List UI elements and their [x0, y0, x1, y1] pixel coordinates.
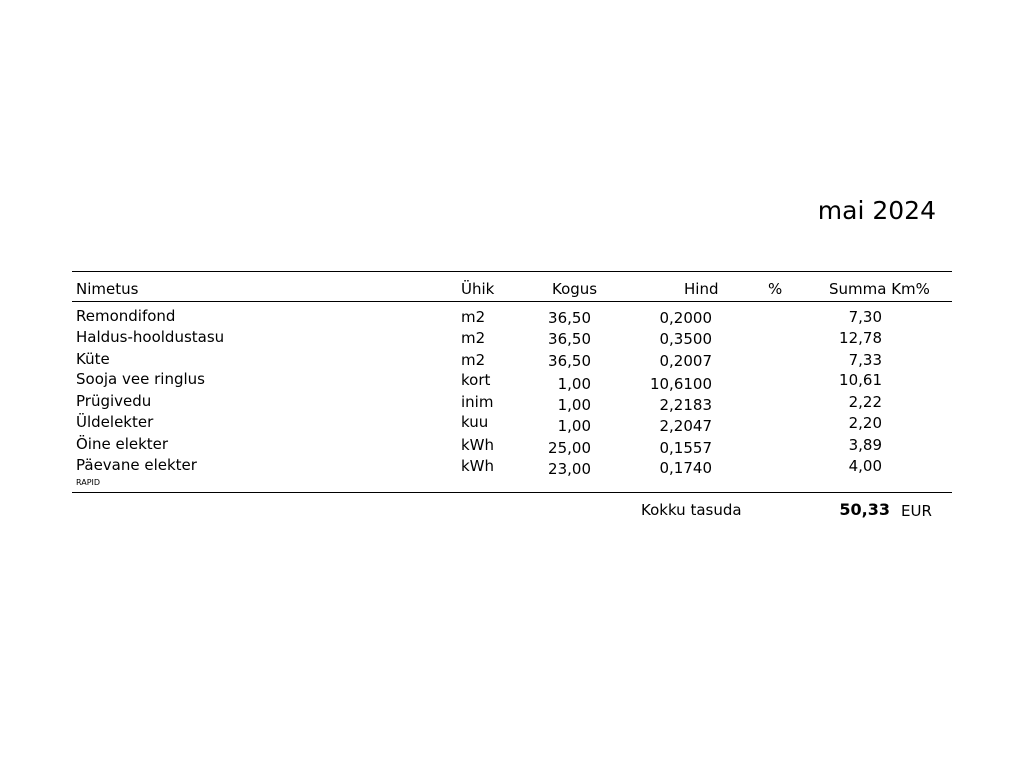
header-sum: Summa Km% — [829, 280, 930, 298]
row-name: Sooja vee ringlus — [76, 370, 205, 388]
row-quantity: 1,00 — [557, 375, 591, 393]
row-quantity: 36,50 — [548, 309, 591, 327]
header-quantity: Kogus — [552, 280, 598, 298]
row-sum: 2,20 — [848, 414, 882, 432]
row-unit: kWh — [461, 457, 495, 475]
row-sum: 4,00 — [848, 457, 882, 475]
row-sum: 3,89 — [848, 436, 882, 454]
row-name: Üldelekter — [76, 413, 154, 431]
header-percent: % — [768, 280, 783, 298]
total-label: Kokku tasuda — [641, 501, 742, 519]
row-name: Remondifond — [76, 307, 176, 325]
table-header-rule — [72, 301, 952, 302]
row-price: 2,2047 — [659, 417, 712, 435]
row-name: Päevane elekter — [76, 456, 197, 474]
row-name: Haldus-hooldustasu — [76, 328, 225, 346]
row-quantity: 1,00 — [557, 396, 591, 414]
row-unit: kort — [461, 371, 491, 389]
row-price: 0,2007 — [659, 352, 712, 370]
row-quantity: 36,50 — [548, 352, 591, 370]
table-top-rule — [72, 271, 952, 272]
row-unit: m2 — [461, 308, 486, 326]
header-unit: Ühik — [461, 280, 495, 298]
header-price: Hind — [684, 280, 719, 298]
row-sum: 7,30 — [848, 308, 882, 326]
total-currency: EUR — [901, 502, 932, 520]
row-unit: inim — [461, 393, 494, 411]
row-sum: 12,78 — [839, 329, 882, 347]
row-price: 0,1740 — [659, 459, 712, 477]
row-unit: kuu — [461, 413, 489, 431]
row-quantity: 1,00 — [557, 417, 591, 435]
row-name: Prügivedu — [76, 392, 152, 410]
total-value: 50,33 — [839, 500, 890, 519]
row-price: 0,2000 — [659, 309, 712, 327]
row-quantity: 25,00 — [548, 439, 591, 457]
row-price: 10,6100 — [649, 375, 712, 393]
row-sum: 7,33 — [848, 351, 882, 369]
row-unit: kWh — [461, 436, 495, 454]
table-bottom-rule — [72, 492, 952, 493]
row-price: 2,2183 — [659, 396, 712, 414]
row-unit: m2 — [461, 351, 486, 369]
row-sum: 10,61 — [839, 371, 882, 389]
row-quantity: 36,50 — [548, 330, 591, 348]
row-price: 0,3500 — [659, 330, 712, 348]
row-sum: 2,22 — [848, 393, 882, 411]
row-unit: m2 — [461, 329, 486, 347]
row-name: Öine elekter — [76, 435, 169, 453]
table-note: RAPID — [76, 478, 101, 487]
row-price: 0,1557 — [659, 439, 712, 457]
row-name: Küte — [76, 350, 110, 368]
header-name: Nimetus — [76, 280, 139, 298]
period-title: mai 2024 — [817, 196, 936, 225]
row-quantity: 23,00 — [548, 460, 591, 478]
